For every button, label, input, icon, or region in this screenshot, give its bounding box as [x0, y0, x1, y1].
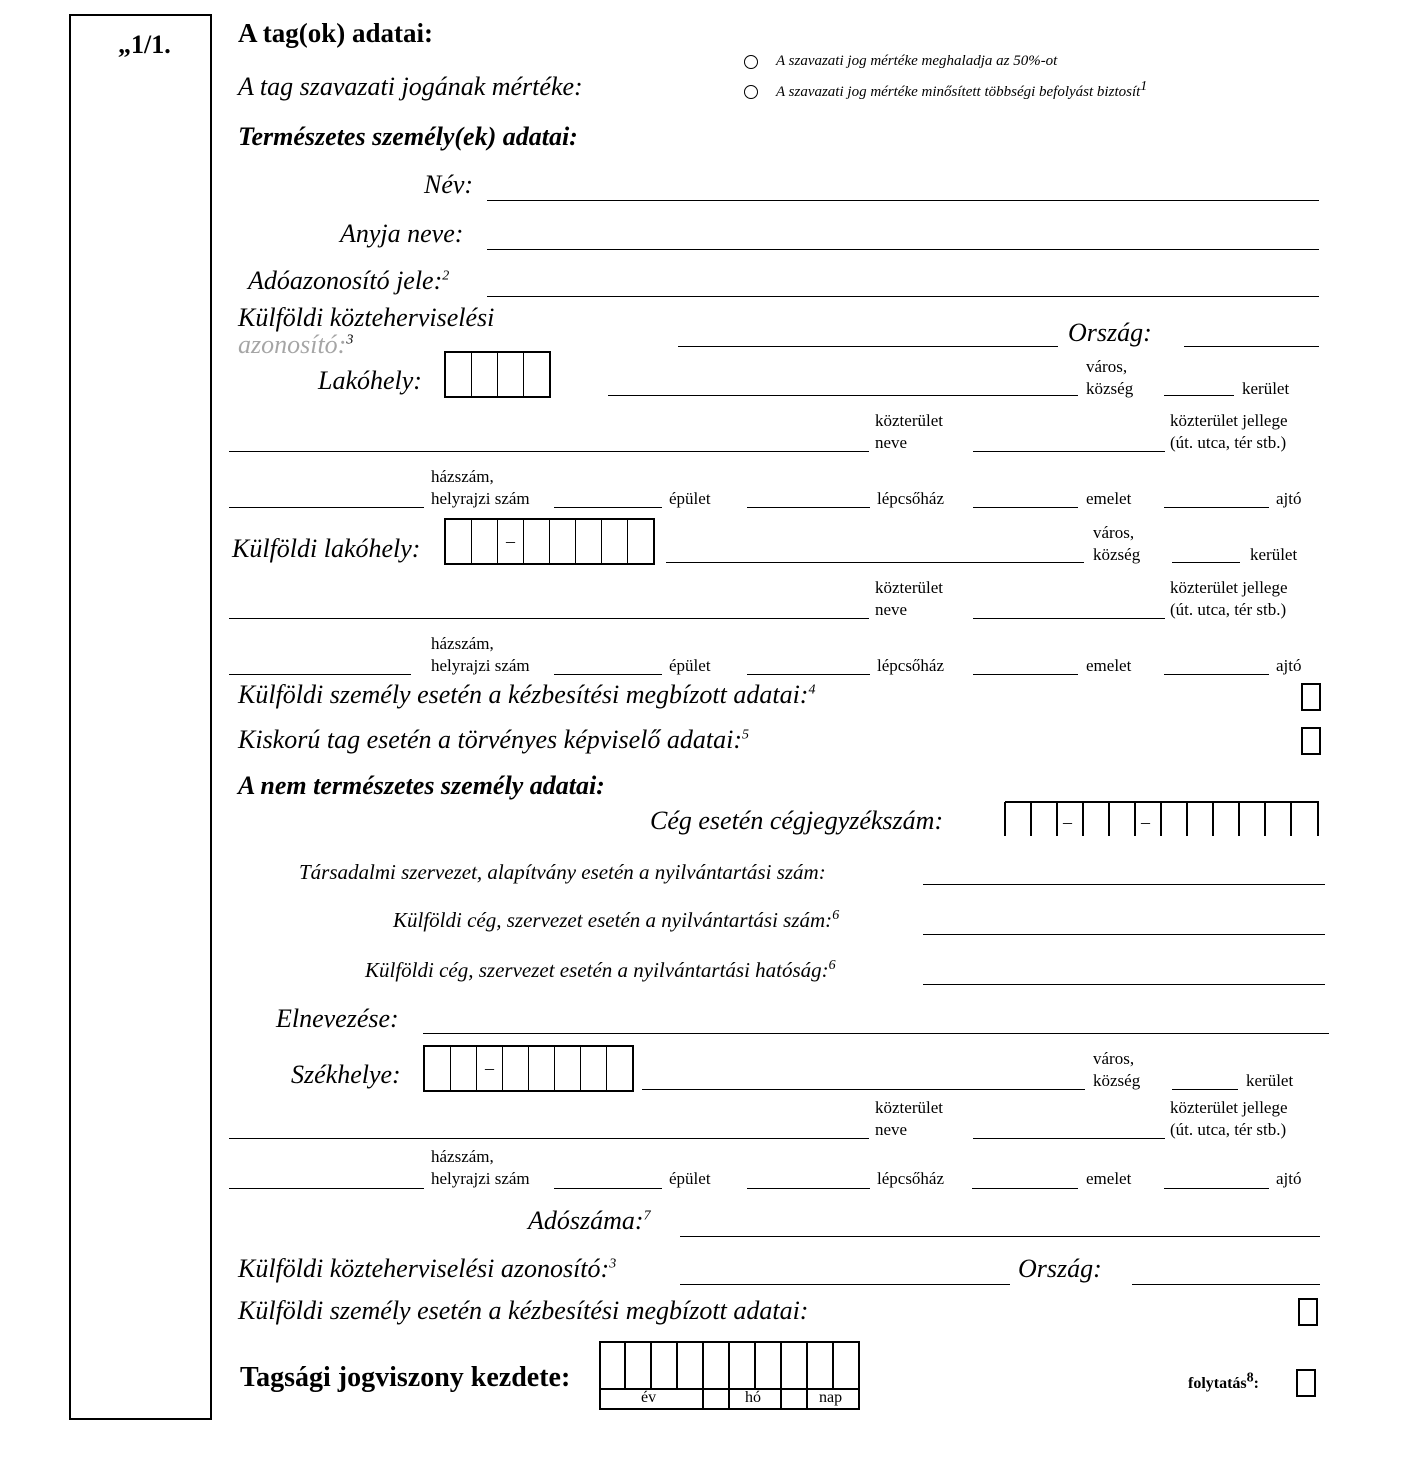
residence-streettype-label: közterület jellege (út. utca, tér stb.)	[1170, 411, 1288, 452]
residence-floor-field[interactable]	[973, 507, 1078, 508]
legal-name-label: Elnevezése:	[276, 1004, 399, 1033]
company-reg-dash-2: –	[1141, 812, 1150, 832]
membership-day-label: nap	[819, 1389, 843, 1406]
legal-country-label: Ország:	[1018, 1254, 1102, 1283]
seat-city-field[interactable]	[642, 1089, 1085, 1090]
legal-foreign-tax-label: Külföldi közteherviselési azonosító:$^3$	[238, 1254, 617, 1283]
foreign-reg-label: Külföldi cég, szervezet esetén a nyilvántartási szám:$^6$	[393, 908, 840, 932]
residence-streettype-field[interactable]	[973, 451, 1165, 452]
seat-floor-label: emelet	[1086, 1169, 1132, 1188]
legal-delivery-label: Külföldi személy esetén a kézbesítési megbízott adatai:	[238, 1296, 809, 1325]
residence-house-label: házszám, helyrajzi szám	[431, 467, 530, 508]
legal-country-field[interactable]	[1132, 1284, 1320, 1285]
legal-taxnum-label: Adószáma:$^7$	[528, 1206, 651, 1235]
foreign-residence-building-label: épület	[669, 656, 711, 675]
country-field[interactable]	[1184, 346, 1319, 347]
foreign-residence-stair-label: lépcsőház	[877, 656, 945, 675]
company-reg-boxes[interactable]	[1004, 802, 1320, 836]
name-label: Név:	[424, 170, 474, 199]
seat-door-field[interactable]	[1164, 1188, 1269, 1189]
foreign-residence-city-label: város, község	[1093, 523, 1141, 564]
mother-name-field[interactable]	[487, 249, 1319, 250]
foreign-residence-house-label: házszám, helyrajzi szám	[431, 634, 530, 675]
legal-heading: A nem természetes személy adatai:	[238, 771, 605, 800]
voting-option1-label: A szavazati jog mértéke meghaladja az 50%-ot	[776, 53, 1058, 69]
social-reg-label: Társadalmi szervezet, alapítvány esetén a nyilvántartási szám:	[299, 860, 826, 884]
residence-city-label: város, község	[1086, 357, 1134, 398]
seat-street-label: közterület neve	[875, 1098, 943, 1139]
residence-zip-boxes[interactable]	[444, 351, 551, 398]
name-field[interactable]	[487, 200, 1319, 201]
residence-stair-field[interactable]	[747, 507, 870, 508]
foreign-tax-label-cut: azonosító:$^3$	[238, 330, 354, 359]
taxid-label: Adóazonosító jele:$^2$	[248, 266, 450, 295]
residence-label: Lakóhely:	[318, 366, 422, 395]
seat-district-label: kerület	[1246, 1071, 1294, 1090]
residence-house-field[interactable]	[229, 507, 424, 508]
residence-street-field[interactable]	[229, 451, 869, 452]
residence-district-field[interactable]	[1164, 395, 1234, 396]
social-reg-field[interactable]	[923, 884, 1325, 885]
foreign-residence-floor-label: emelet	[1086, 656, 1132, 675]
legal-name-field[interactable]	[423, 1033, 1329, 1034]
foreign-residence-zip-boxes[interactable]: –	[444, 518, 655, 565]
page-title: A tag(ok) adatai:	[238, 18, 433, 48]
natural-delivery-label: Külföldi személy esetén a kézbesítési megbízott adatai:$^4$	[238, 680, 816, 709]
company-reg-label: Cég esetén cégjegyzékszám:	[650, 806, 944, 835]
voting-option1-radio[interactable]	[744, 55, 758, 69]
natural-heading: Természetes személy(ek) adatai:	[238, 122, 578, 151]
foreign-residence-house-field[interactable]	[229, 674, 411, 675]
seat-label: Székhelye:	[291, 1060, 401, 1089]
seat-zip-boxes[interactable]: –	[423, 1045, 634, 1092]
legal-foreign-tax-field[interactable]	[680, 1284, 1010, 1285]
foreign-residence-door-label: ajtó	[1276, 656, 1302, 675]
seat-building-label: épület	[669, 1169, 711, 1188]
mother-name-label: Anyja neve:	[340, 219, 464, 248]
seat-house-field[interactable]	[229, 1188, 424, 1189]
continuation-checkbox[interactable]	[1296, 1369, 1316, 1397]
foreign-auth-label: Külföldi cég, szervezet esetén a nyilvántartási hatóság:$^6$	[365, 958, 836, 982]
foreign-reg-field[interactable]	[923, 934, 1325, 935]
foreign-residence-label: Külföldi lakóhely:	[232, 534, 421, 563]
residence-floor-label: emelet	[1086, 489, 1132, 508]
seat-stair-field[interactable]	[747, 1188, 870, 1189]
foreign-residence-streettype-label: közterület jellege (út. utca, tér stb.)	[1170, 578, 1288, 619]
membership-label: Tagsági jogviszony kezdete:	[240, 1362, 571, 1393]
seat-district-field[interactable]	[1172, 1089, 1238, 1090]
taxid-field[interactable]	[487, 296, 1319, 297]
voting-label: A tag szavazati jogának mértéke:	[238, 72, 583, 101]
minor-label: Kiskorú tag esetén a törvényes képviselő adatai:$^5$	[238, 725, 749, 754]
membership-month-label: hó	[745, 1389, 761, 1406]
residence-door-field[interactable]	[1164, 507, 1269, 508]
section-number: „1/1.	[118, 30, 171, 59]
seat-stair-label: lépcsőház	[877, 1169, 945, 1188]
foreign-residence-street-label: közterület neve	[875, 578, 943, 619]
foreign-auth-field[interactable]	[923, 984, 1325, 985]
seat-floor-field[interactable]	[972, 1188, 1078, 1189]
seat-house-label: házszám, helyrajzi szám	[431, 1147, 530, 1188]
legal-delivery-checkbox[interactable]	[1298, 1298, 1318, 1326]
seat-city-label: város, község	[1093, 1049, 1141, 1090]
legal-taxnum-field[interactable]	[680, 1236, 1320, 1237]
seat-door-label: ajtó	[1276, 1169, 1302, 1188]
membership-date-boxes[interactable]	[599, 1341, 861, 1411]
foreign-residence-district-label: kerület	[1250, 545, 1298, 564]
foreign-residence-streettype-field[interactable]	[973, 618, 1165, 619]
voting-option2-label: A szavazati jog mértéke minősített többségi befolyást biztosít$^1$	[776, 79, 1148, 100]
residence-door-label: ajtó	[1276, 489, 1302, 508]
voting-option2-radio[interactable]	[744, 85, 758, 99]
residence-district-label: kerület	[1242, 379, 1290, 398]
residence-building-label: épület	[669, 489, 711, 508]
natural-delivery-checkbox[interactable]	[1301, 683, 1321, 711]
seat-street-field[interactable]	[229, 1138, 869, 1139]
continuation-label: folytatás$^8$:	[1188, 1370, 1259, 1392]
country-label: Ország:	[1068, 318, 1152, 347]
foreign-tax-label: Külföldi közteherviselési	[238, 303, 495, 332]
minor-checkbox[interactable]	[1301, 727, 1321, 755]
seat-streettype-field[interactable]	[973, 1138, 1165, 1139]
foreign-residence-street-field[interactable]	[229, 618, 869, 619]
seat-building-field[interactable]	[554, 1188, 662, 1189]
foreign-residence-building-field[interactable]	[554, 674, 662, 675]
company-reg-dash-1: –	[1063, 812, 1072, 832]
foreign-residence-city-field[interactable]	[666, 562, 1084, 563]
foreign-residence-district-field[interactable]	[1172, 562, 1240, 563]
foreign-residence-door-field[interactable]	[1164, 674, 1269, 675]
residence-building-field[interactable]	[554, 507, 662, 508]
foreign-residence-floor-field[interactable]	[973, 674, 1078, 675]
residence-street-label: közterület neve	[875, 411, 943, 452]
membership-year-label: év	[641, 1389, 657, 1406]
foreign-tax-field[interactable]	[678, 346, 1058, 347]
residence-stair-label: lépcsőház	[877, 489, 945, 508]
section-margin-box	[69, 14, 212, 1420]
foreign-residence-stair-field[interactable]	[747, 674, 870, 675]
seat-streettype-label: közterület jellege (út. utca, tér stb.)	[1170, 1098, 1288, 1139]
residence-city-field[interactable]	[608, 395, 1078, 396]
